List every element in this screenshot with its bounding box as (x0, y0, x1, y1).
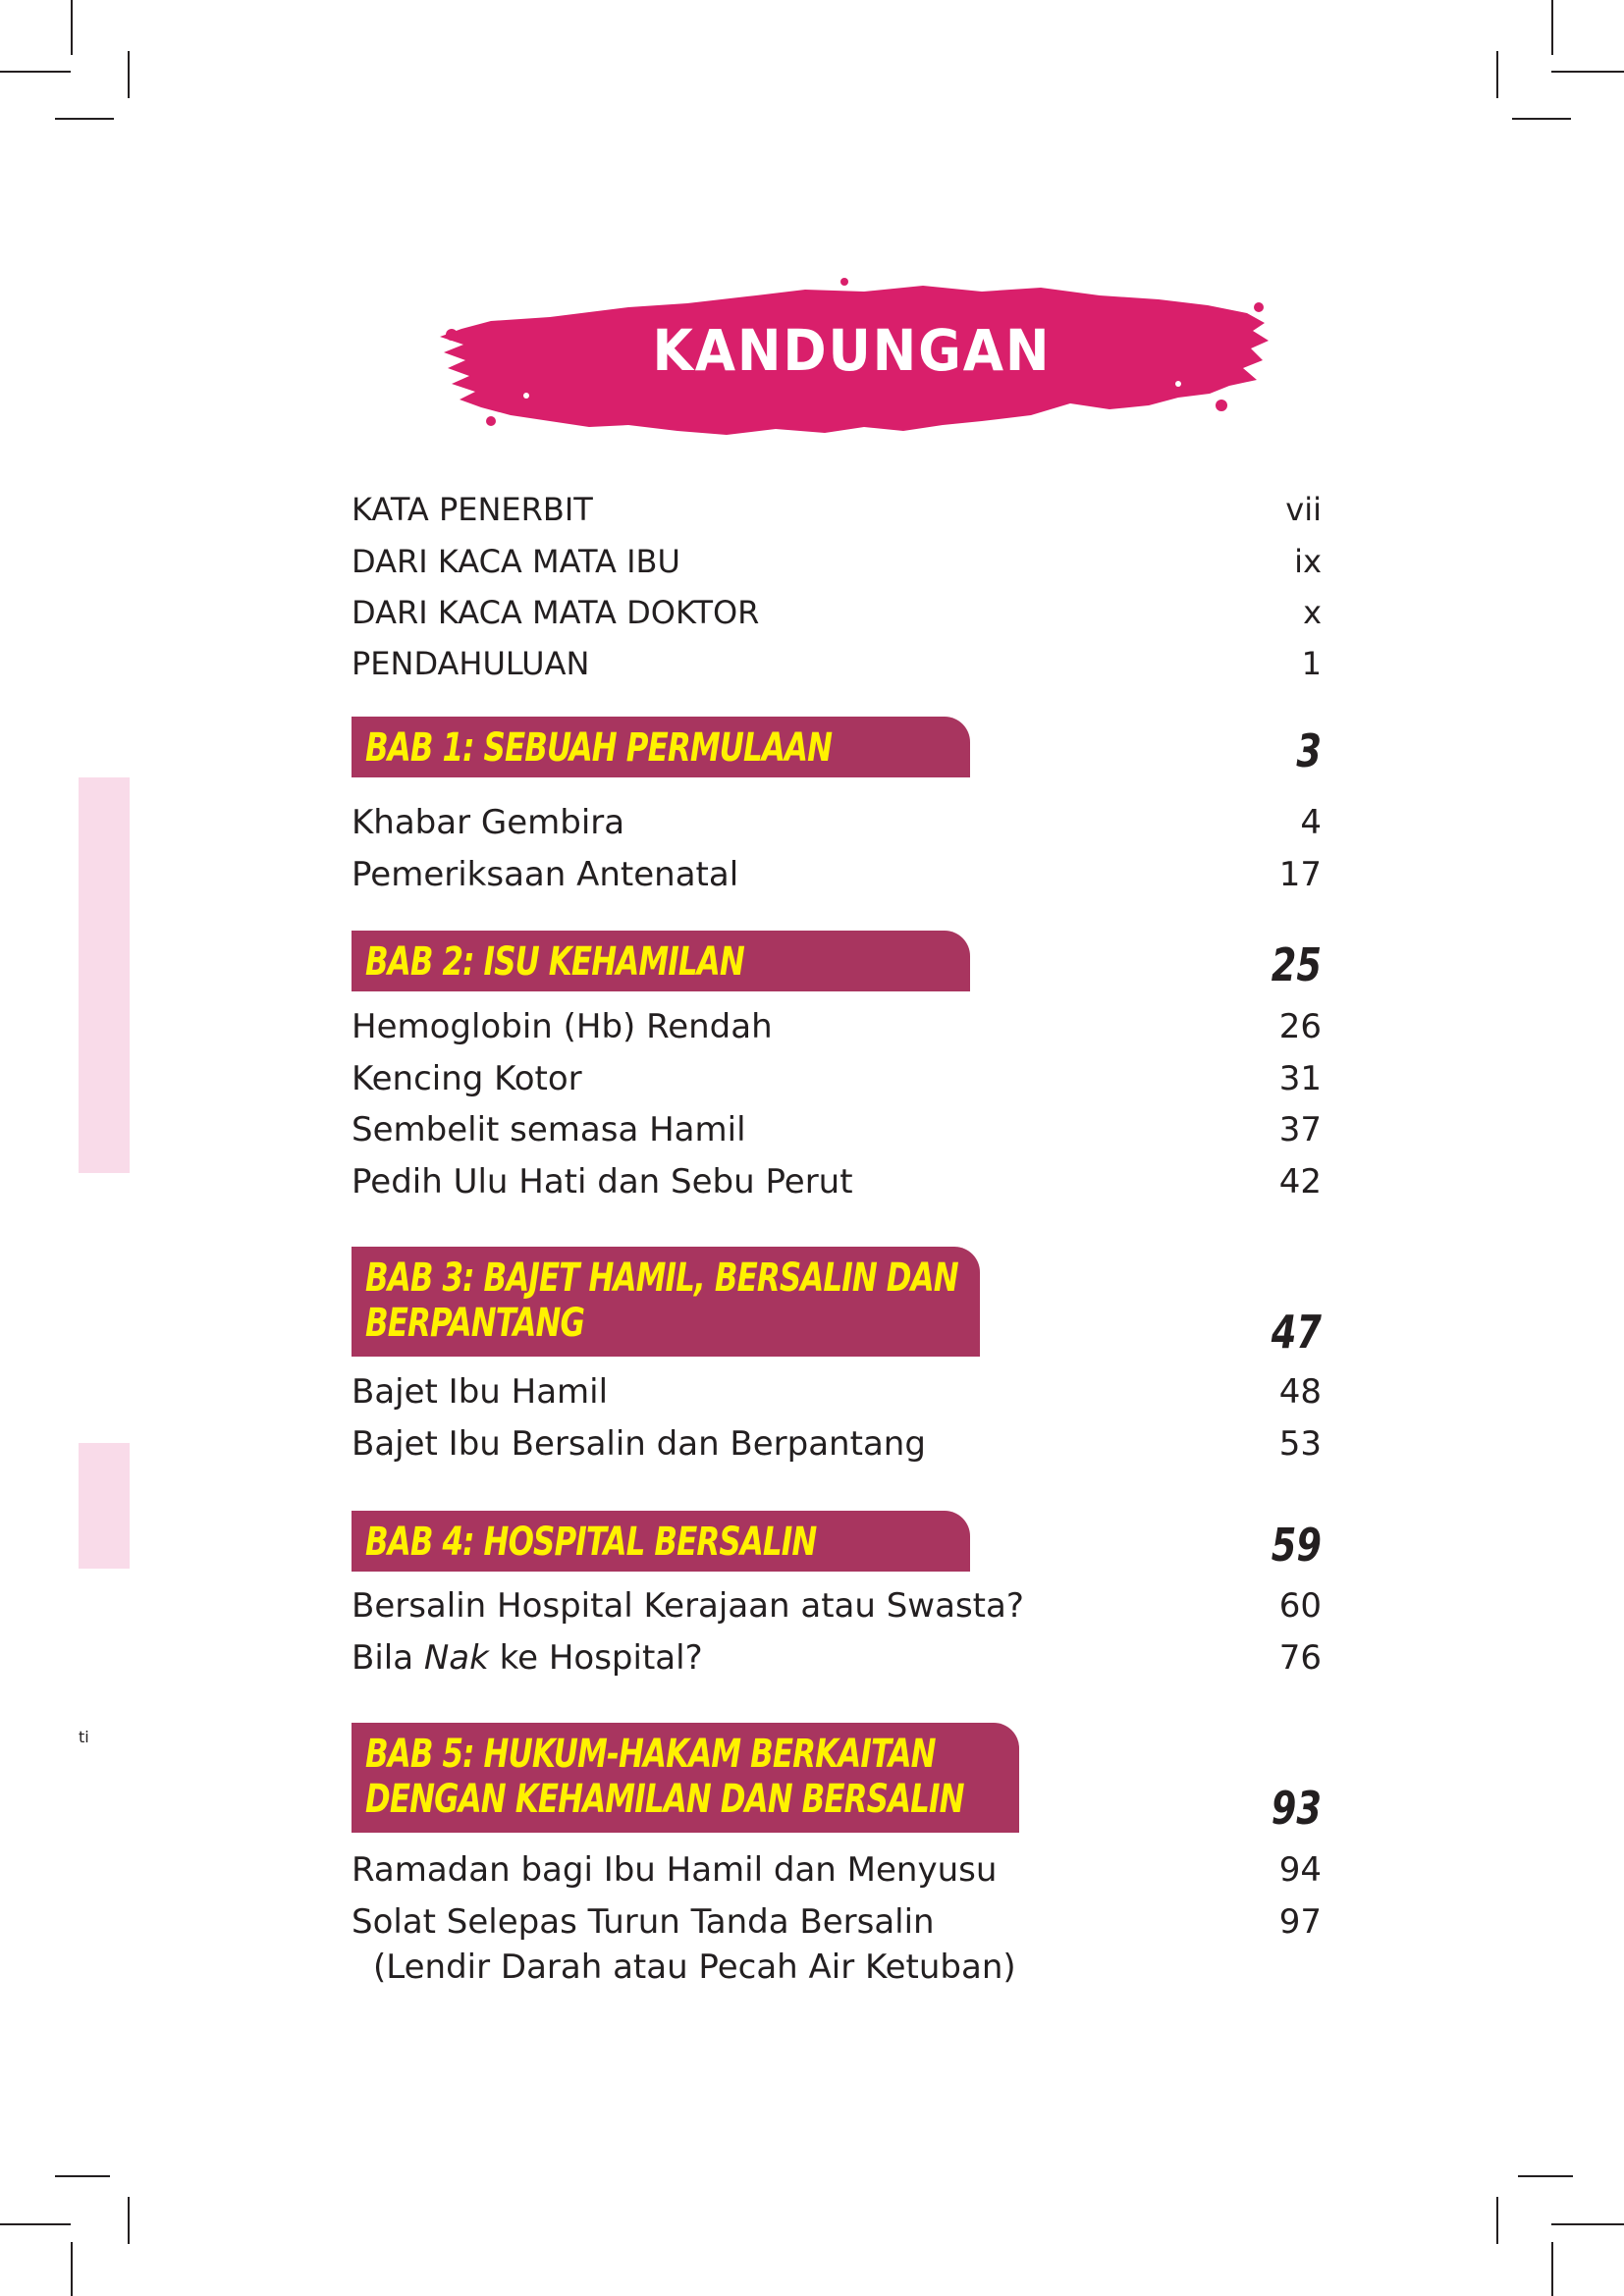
toc-entry-label: Solat Selepas Turun Tanda Bersalin (352, 1902, 935, 1942)
crop-mark (1512, 118, 1571, 120)
toc-entry-label: PENDAHULUAN (352, 645, 590, 682)
chapter-page: 3 (1296, 724, 1322, 777)
crop-mark (1551, 71, 1624, 73)
toc-entry (352, 855, 1322, 894)
toc-entry-label: KATA PENERBIT (352, 491, 593, 528)
crop-mark (55, 118, 114, 120)
toc-entry-page: 60 (1278, 1586, 1322, 1626)
toc-entry (352, 1007, 1322, 1046)
chapter-page: 25 (1271, 938, 1322, 991)
page-title: KANDUNGAN (652, 317, 1052, 384)
toc-entry-label-emphasis: Nak (423, 1638, 489, 1678)
toc-entry (352, 1638, 1322, 1678)
toc-entry-page: 42 (1278, 1162, 1322, 1201)
chapter-title: BERPANTANG (365, 1301, 585, 1346)
crop-mark (1551, 2223, 1624, 2225)
toc-entry (352, 543, 1322, 580)
toc-entry-page: 48 (1278, 1372, 1322, 1412)
toc-entry-page: 76 (1278, 1638, 1322, 1678)
toc-entry-page: 1 (1301, 645, 1322, 682)
crop-mark (128, 2197, 130, 2244)
chapter-heading (352, 931, 970, 991)
toc-entry-page: 37 (1278, 1110, 1322, 1149)
toc-entry-label: Bajet Ibu Hamil (352, 1372, 609, 1412)
toc-entry-page: 17 (1278, 855, 1322, 894)
toc-entry-continuation: (Lendir Darah atau Pecah Air Ketuban) (373, 1948, 1016, 1987)
chapter-heading (352, 1247, 980, 1357)
chapter-page: 93 (1271, 1782, 1322, 1835)
chapter-page: 59 (1271, 1519, 1322, 1572)
toc-entry-page: x (1303, 594, 1322, 631)
chapter-title: BAB 1: SEBUAH PERMULAAN (365, 725, 833, 771)
toc-entry-label: Kencing Kotor (352, 1059, 582, 1098)
crop-mark (1551, 2242, 1553, 2296)
toc-entry-label: Pedih Ulu Hati dan Sebu Perut (352, 1162, 853, 1201)
crop-mark (128, 51, 130, 98)
crop-mark (1496, 51, 1498, 98)
toc-entry-label: Ramadan bagi Ibu Hamil dan Menyusu (352, 1850, 998, 1890)
crop-mark (71, 0, 73, 55)
toc-entry-label: Sembelit semasa Hamil (352, 1110, 746, 1149)
toc-entry (352, 594, 1322, 631)
crop-mark (1496, 2197, 1498, 2244)
side-tab (79, 777, 130, 1173)
chapter-title: BAB 3: BAJET HAMIL, BERSALIN DAN (365, 1255, 958, 1301)
page-folio: ti (79, 1728, 89, 1746)
toc-entry (352, 645, 1322, 682)
crop-mark (1551, 0, 1553, 55)
toc-entry-page: 26 (1278, 1007, 1322, 1046)
title-banner (432, 278, 1272, 445)
toc-entry-label: Bersalin Hospital Kerajaan atau Swasta? (352, 1586, 1024, 1626)
crop-mark (0, 2223, 71, 2225)
toc-entry-page: 31 (1278, 1059, 1322, 1098)
toc-entry-label: DARI KACA MATA IBU (352, 543, 680, 580)
toc-entry (352, 1059, 1322, 1098)
chapter-heading (352, 1723, 1019, 1833)
toc-entry-label-text: ke Hospital? (488, 1638, 703, 1678)
chapter-title: DENGAN KEHAMILAN DAN BERSALIN (365, 1777, 964, 1822)
chapter-heading (352, 1511, 970, 1572)
toc-entry (352, 1372, 1322, 1412)
toc-entry (352, 1850, 1322, 1890)
side-tab (79, 1443, 130, 1569)
chapter-heading (352, 717, 970, 777)
toc-entry-label: Bajet Ibu Bersalin dan Berpantang (352, 1424, 926, 1464)
crop-mark (0, 71, 71, 73)
toc-entry-label: Hemoglobin (Hb) Rendah (352, 1007, 773, 1046)
chapter-title: BAB 5: HUKUM-HAKAM BERKAITAN (365, 1732, 936, 1777)
toc-entry-page: 97 (1278, 1902, 1322, 1942)
toc-entry-label: Khabar Gembira (352, 803, 625, 842)
toc-entry-label-text: Bila (352, 1638, 424, 1678)
crop-mark (55, 2175, 110, 2177)
toc-entry-label: DARI KACA MATA DOKTOR (352, 594, 760, 631)
chapter-title: BAB 2: ISU KEHAMILAN (365, 939, 744, 985)
toc-entry-label (352, 1638, 703, 1678)
chapter-title: BAB 4: HOSPITAL BERSALIN (365, 1520, 817, 1565)
toc-entry-page: 94 (1278, 1850, 1322, 1890)
toc-entry-page: 4 (1300, 803, 1322, 842)
toc-entry-label: Pemeriksaan Antenatal (352, 855, 739, 894)
toc-entry (352, 1586, 1322, 1626)
toc-entry-page: vii (1285, 491, 1322, 528)
toc-entry (352, 1110, 1322, 1149)
toc-entry (352, 1902, 1322, 1942)
crop-mark (1518, 2175, 1573, 2177)
toc-entry (352, 491, 1322, 528)
toc-entry (352, 803, 1322, 842)
toc-entry-page: 53 (1278, 1424, 1322, 1464)
toc-entry-page: ix (1294, 543, 1322, 580)
toc-entry (352, 1162, 1322, 1201)
crop-mark (71, 2242, 73, 2296)
toc-entry (352, 1424, 1322, 1464)
chapter-page: 47 (1271, 1306, 1322, 1359)
